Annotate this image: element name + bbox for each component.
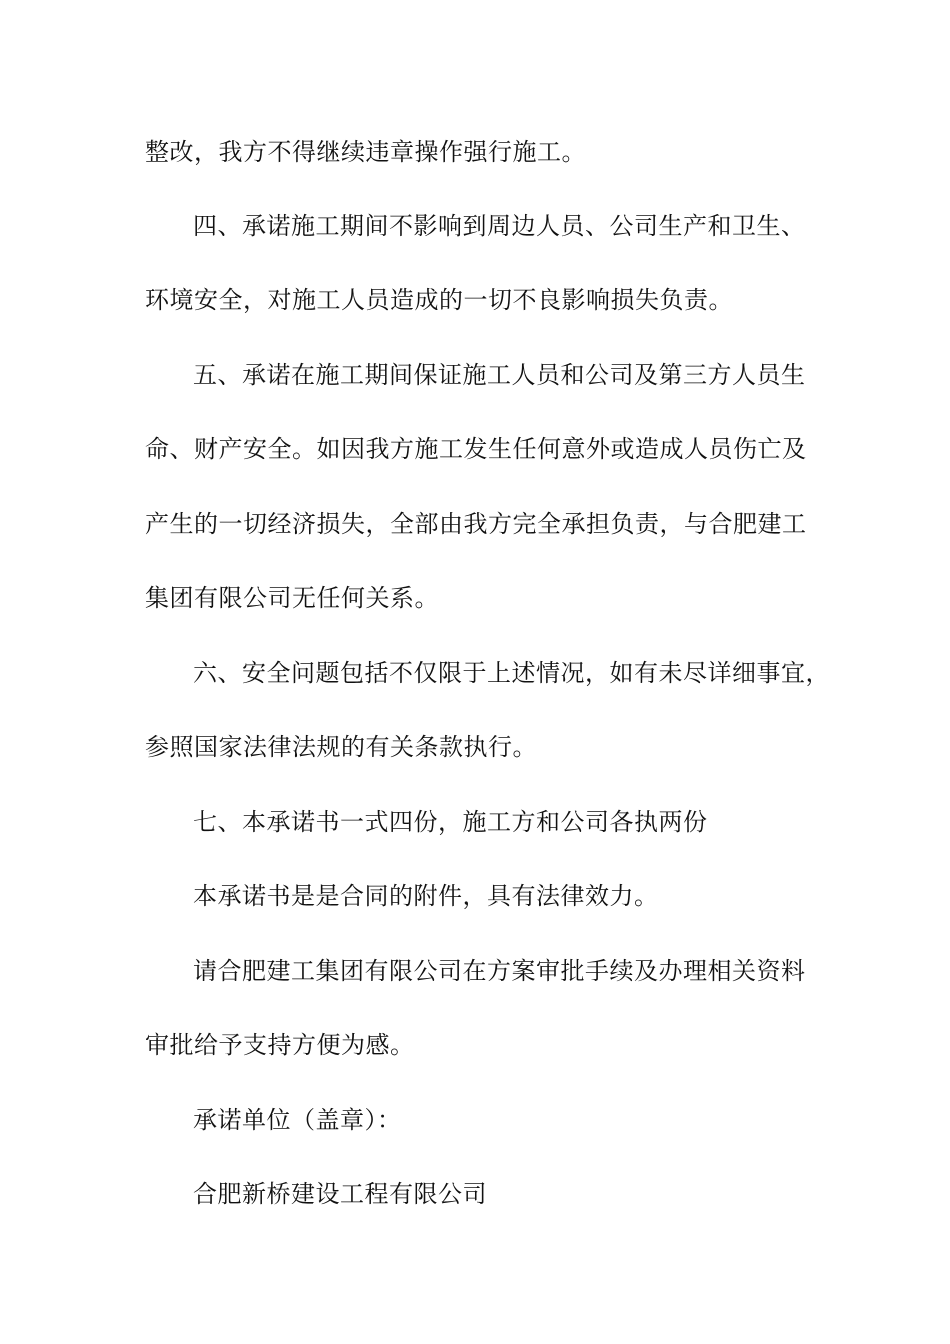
signer-company: 合肥新桥建设工程有限公司: [193, 1180, 487, 1208]
text-line: 整改，我方不得继续违章操作强行施工。: [145, 138, 586, 166]
text-line: 本承诺书是是合同的附件，具有法律效力。: [193, 882, 659, 910]
text-line: 七、本承诺书一式四份，施工方和公司各执两份: [193, 808, 708, 836]
text-line: 命、财产安全。如因我方施工发生任何意外或造成人员伤亡及: [145, 435, 807, 463]
text-line: 环境安全，对施工人员造成的一切不良影响损失负责。: [145, 286, 733, 314]
text-line: 参照国家法律法规的有关条款执行。: [145, 733, 537, 761]
text-line: 六、安全问题包括不仅限于上述情况，如有未尽详细事宜，: [193, 659, 830, 687]
text-line: 四、承诺施工期间不影响到周边人员、公司生产和卫生、: [193, 212, 806, 240]
signer-label: 承诺单位（盖章）：: [193, 1106, 402, 1134]
text-line: 请合肥建工集团有限公司在方案审批手续及办理相关资料: [193, 957, 806, 985]
text-line: 集团有限公司无任何关系。: [145, 584, 439, 612]
text-line: 审批给予支持方便为感。: [145, 1031, 415, 1059]
text-line: 产生的一切经济损失，全部由我方完全承担负责，与合肥建工: [145, 510, 807, 538]
text-line: 五、承诺在施工期间保证施工人员和公司及第三方人员生: [193, 361, 806, 389]
